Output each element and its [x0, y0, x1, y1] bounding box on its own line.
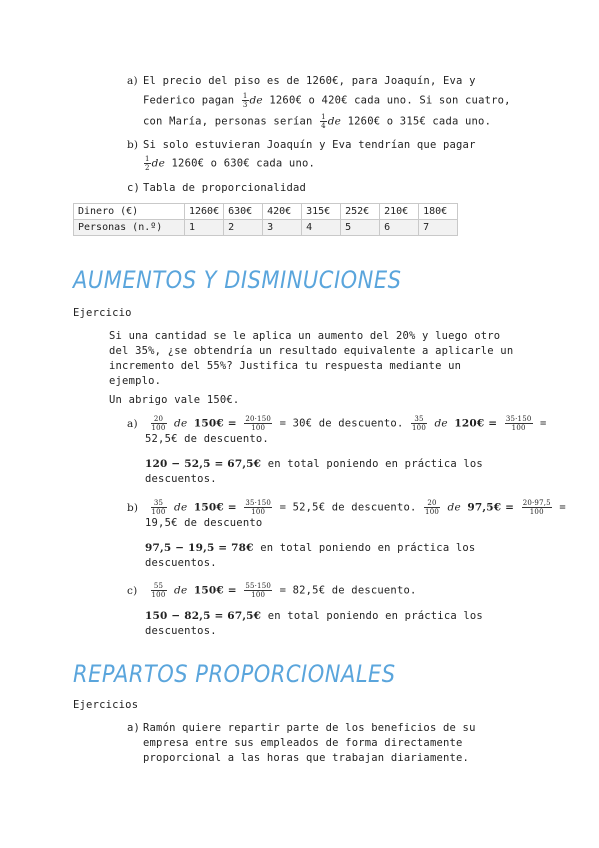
repartos-a-line: proporcional a las horas que trabajan diariamente. — [143, 752, 470, 764]
item-c-text: Tabla de proporcionalidad — [143, 182, 307, 194]
problem-statement — [109, 329, 539, 408]
item-a-label: a) — [127, 75, 138, 87]
table-cell: 4 — [302, 220, 341, 236]
table-cell: 315€ — [302, 204, 341, 220]
repartos-a-label: a) — [127, 722, 141, 734]
item-a-line3-pre: con María, personas serían — [143, 115, 313, 128]
proportionality-table — [73, 203, 458, 236]
table-row — [74, 220, 458, 236]
table-cell: 180€ — [419, 204, 458, 220]
table-cell: 420€ — [263, 204, 302, 220]
ejercicio-label: Ejercicio — [73, 307, 132, 319]
de-word: de — [327, 115, 342, 128]
fraction-one-half: $\frac{1}{2}$ — [145, 155, 150, 172]
item-a-line2-post: 1260€ o 420€ cada uno. Si son cuatro, — [269, 94, 511, 107]
item-b-label: b) — [127, 139, 139, 151]
solution-a: a) $\frac{20}{100}$ de 150€ = $\frac{20\cdot 150}{100}$ = 30€ de descuento. $\frac{35}{100}$ de 120€ = $\frac{35\cdot 150}{100}$ = 52,5€ de descuento. 120 − 52,5 = 67,5€ en total poniendo en práctica los descuentos. — [127, 415, 547, 485]
table-cell: 6 — [380, 220, 419, 236]
solution-c: c) $\frac{55}{100}$ de 150€ = $\frac{55\cdot 150}{100}$ = 82,5€ de descuento. 150 − 82,5 = 67,5€ en total poniendo en práctica los descuentos. — [127, 582, 483, 637]
solution-a-line: 52,5€ de descuento. — [145, 433, 269, 445]
de-word: de — [249, 94, 263, 107]
table-cell: 5 — [341, 220, 380, 236]
problem-line: ejemplo. — [109, 375, 162, 387]
table-cell: 7 — [419, 220, 458, 236]
table-row — [74, 204, 458, 220]
solution-b-label: b) — [127, 501, 139, 514]
item-b-line2-post: 1260€ o 630€ cada uno. — [171, 157, 316, 170]
table-header-cell: Personas (n.º) — [74, 220, 185, 236]
item-a-line1: El precio del piso es de 1260€, para Joaquín, Eva y — [143, 75, 476, 87]
problem-line: incremento del 55%? Justifica tu respuesta mediante un — [109, 360, 462, 372]
table-cell: 630€ — [224, 204, 263, 220]
repartos-a-line: empresa entre sus empleados de forma directamente — [143, 737, 463, 749]
item-c-label: c) — [127, 182, 141, 194]
table-cell: 1260€ — [185, 204, 224, 220]
table-cell: 252€ — [341, 204, 380, 220]
item-c — [127, 181, 306, 196]
item-a-line3-post: 1260€ o 315€ cada uno. — [347, 115, 492, 128]
table-cell: 2 — [224, 220, 263, 236]
table-cell: 210€ — [380, 204, 419, 220]
item-a — [127, 74, 511, 130]
de-word: de — [151, 157, 165, 170]
ejercicios-label: Ejercicios — [73, 699, 139, 711]
section-heading-aumentos: AUMENTOS Y DISMINUCIONES — [73, 266, 402, 294]
repartos-a-line: Ramón quiere repartir parte de los beneficios de su — [143, 722, 476, 734]
solution-b: b) $\frac{35}{100}$ de 150€ = $\frac{35\cdot 150}{100}$ = 52,5€ de descuento. $\frac{20}{100}$ de 97,5€ = $\frac{20\cdot 97,5}{100}$ = 19,5€ de descuento 97,5 − 19,5 = 78€ en total poniendo en práctica los descuentos. — [127, 499, 566, 569]
problem-line: del 35%, ¿se obtendría un resultado equivalente a aplicarle un — [109, 345, 514, 357]
solution-a-label: a) — [127, 417, 138, 430]
item-a-line2-pre: Federico pagan — [143, 94, 235, 107]
solution-c-label: c) — [127, 584, 138, 597]
repartos-item-a — [127, 721, 547, 766]
item-b — [127, 138, 476, 172]
section-heading-repartos: REPARTOS PROPORCIONALES — [73, 660, 396, 688]
problem-line: Un abrigo vale 150€. — [109, 394, 240, 406]
table-header-cell: Dinero (€) — [74, 204, 185, 220]
item-b-line1: Si solo estuvieran Joaquín y Eva tendrían que pagar — [143, 139, 476, 151]
table-cell: 3 — [263, 220, 302, 236]
table-cell: 1 — [185, 220, 224, 236]
fraction-one-third: $\frac{1}{3}$ — [242, 92, 248, 109]
fraction-one-quarter: $\frac{1}{4}$ — [321, 113, 326, 130]
problem-line: Si una cantidad se le aplica un aumento del 20% y luego otro — [109, 330, 501, 342]
